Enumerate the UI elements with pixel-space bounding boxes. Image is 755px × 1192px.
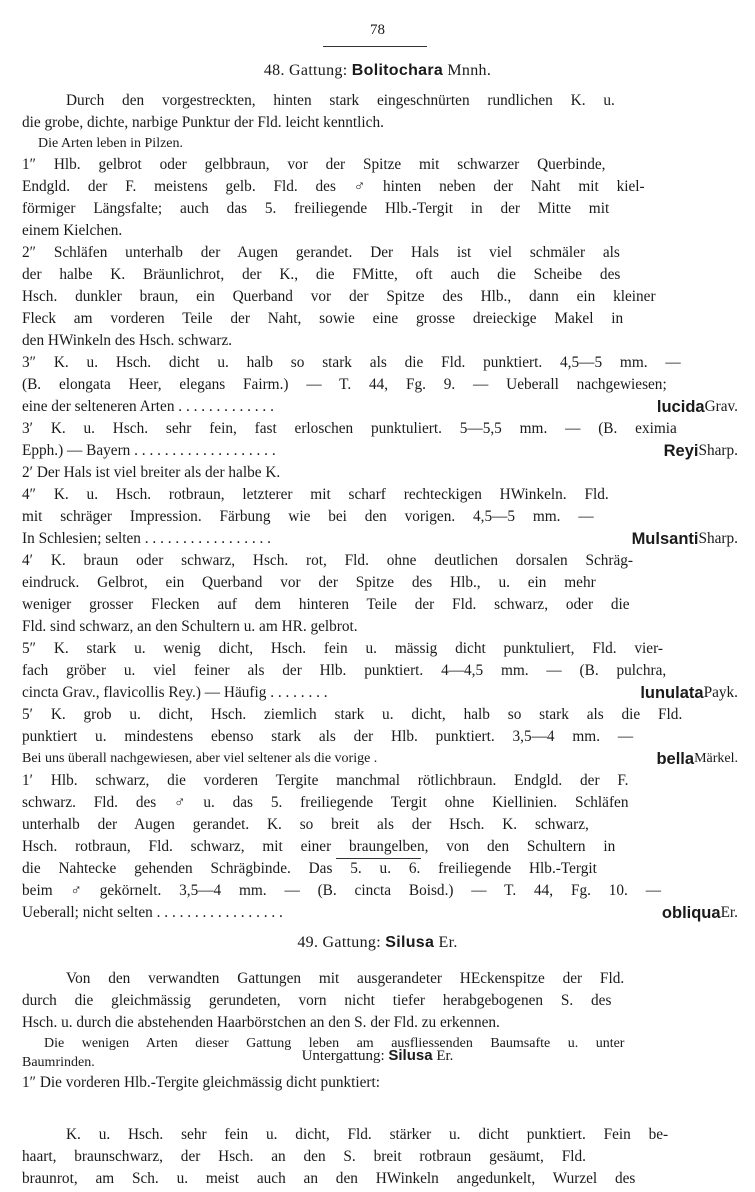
line-text: Epph.) — Bayern . . . . . . . . . . . . . . . . . . . bbox=[22, 442, 276, 459]
line-text: braunrot, am Sch. u. meist auch an den HWinkeln angedunkelt, Wurzel des bbox=[22, 1170, 636, 1187]
genus-49-heading bbox=[0, 934, 755, 952]
line-text: Hsch. dunkler braun, ein Querband vor der Spitze des Hlb., dann ein kleiner bbox=[22, 288, 656, 305]
line-text: schwarz. Fld. des ♂ u. das 5. freiliegende Tergit ohne Kiellinien. Schläfen bbox=[22, 794, 629, 811]
text-line bbox=[0, 638, 755, 660]
species-name: obliqua bbox=[661, 904, 721, 922]
text-line bbox=[0, 374, 755, 396]
line-text: weniger grosser Flecken auf dem hinteren Teile der Fld. schwarz, oder die bbox=[22, 596, 630, 613]
text-line bbox=[0, 902, 755, 924]
line-text: durch die gleichmässig gerundeten, vorn nicht tiefer herabgebogenen S. des bbox=[22, 992, 612, 1009]
text-line bbox=[0, 880, 755, 902]
text-line bbox=[0, 506, 755, 528]
text-line bbox=[0, 154, 755, 176]
text-line bbox=[0, 198, 755, 220]
line-text: unterhalb der Augen gerandet. K. so breit als der Hsch. K. schwarz, bbox=[22, 816, 589, 833]
line-text: In Schlesien; selten . . . . . . . . . . . . . . . . . bbox=[22, 530, 271, 547]
text-line bbox=[0, 550, 755, 572]
line-text: Von den verwandten Gattungen mit ausgerandeter HEckenspitze der Fld. bbox=[66, 970, 625, 987]
text-line bbox=[0, 330, 755, 352]
line-text: fach gröber u. viel feiner als der Hlb. punktiert. 4—4,5 mm. — (B. pulchra, bbox=[22, 662, 667, 679]
line-text: Hsch. rotbraun, Fld. schwarz, mit einer braungelben, von den Schultern in bbox=[22, 838, 616, 855]
text-line bbox=[0, 1012, 755, 1034]
line-text: die grobe, dichte, narbige Punktur der Fld. leicht kenntlich. bbox=[22, 114, 384, 131]
text-line bbox=[0, 286, 755, 308]
text-line bbox=[0, 462, 755, 484]
text-line bbox=[0, 968, 755, 990]
subgenus-name: Silusa bbox=[388, 1047, 433, 1064]
line-text: 5′ K. grob u. dicht, Hsch. ziemlich stark u. dicht, halb so stark als die Fld. bbox=[22, 706, 683, 723]
line-text: punktiert u. mindestens ebenso stark als der Hlb. punktiert. 3,5—4 mm. — bbox=[22, 728, 634, 745]
species-author: Grav. bbox=[704, 398, 738, 415]
line-text: Endgld. der F. meistens gelb. Fld. des ♂ hinten neben der Naht mit kiel- bbox=[22, 178, 645, 195]
line-text: 1″ Hlb. gelbrot oder gelbbraun, vor der Spitze mit schwarzer Querbinde, bbox=[22, 156, 606, 173]
line-text: cincta Grav., flavicollis Rey.) — Häufig . . . . . . . . bbox=[22, 684, 328, 701]
text-line bbox=[0, 352, 755, 374]
text-line bbox=[0, 748, 755, 770]
text-line bbox=[0, 990, 755, 1012]
genus-49-label: 49. Gattung: bbox=[297, 934, 381, 951]
species-name: Mulsanti bbox=[631, 530, 699, 548]
line-text: 3′ K. u. Hsch. sehr fein, fast erloschen punktuliert. 5—5,5 mm. — (B. eximia bbox=[22, 420, 677, 437]
line-text: 2′ Der Hals ist viel breiter als der halbe K. bbox=[22, 464, 281, 481]
line-text: mit schräger Impression. Färbung wie bei den vorigen. 4,5—5 mm. — bbox=[22, 508, 594, 525]
line-text: eine der selteneren Arten . . . . . . . . . . . . . bbox=[22, 398, 274, 415]
text-line bbox=[0, 418, 755, 440]
genus-48-label: 48. Gattung: bbox=[263, 62, 348, 79]
text-line bbox=[0, 484, 755, 506]
species-name: lunulata bbox=[640, 684, 704, 702]
species-author: Märkel. bbox=[694, 751, 738, 766]
text-line bbox=[0, 792, 755, 814]
genus-48-heading bbox=[0, 62, 755, 80]
species-name: Reyi bbox=[663, 442, 699, 460]
text-line bbox=[0, 112, 755, 134]
species-author: Er. bbox=[720, 904, 738, 921]
species-name: lucida bbox=[656, 398, 705, 416]
line-text: Durch den vorgestreckten, hinten stark eingeschnürten rundlichen K. u. bbox=[66, 92, 615, 109]
subgenus-label: Untergattung: bbox=[301, 1048, 385, 1064]
line-text: Fld. sind schwarz, an den Schultern u. am HR. gelbrot. bbox=[22, 618, 358, 635]
text-line bbox=[0, 440, 755, 462]
species-author: Sharp. bbox=[698, 442, 738, 459]
text-line bbox=[0, 220, 755, 242]
species-author: Sharp. bbox=[698, 530, 738, 547]
species-author: Payk. bbox=[703, 684, 738, 701]
genus-49-name: Silusa bbox=[385, 934, 435, 951]
text-line bbox=[0, 1168, 755, 1190]
genus-48-name: Bolitochara bbox=[351, 62, 444, 79]
genus-49-author: Er. bbox=[438, 934, 458, 951]
section-separator bbox=[336, 858, 421, 859]
line-text: Ueberall; nicht selten . . . . . . . . . . . . . . . . . bbox=[22, 904, 283, 921]
page-number-rule bbox=[323, 46, 427, 47]
text-line bbox=[0, 594, 755, 616]
line-text: 1″ Die vorderen Hlb.-Tergite gleichmässig dicht punktiert: bbox=[22, 1074, 381, 1091]
text-line bbox=[0, 396, 755, 418]
line-text: einem Kielchen. bbox=[22, 222, 123, 239]
text-line bbox=[0, 133, 755, 155]
subgenus-author: Er. bbox=[436, 1048, 454, 1064]
text-line bbox=[0, 814, 755, 836]
line-text: die Nahtecke gehenden Schrägbinde. Das 5. u. 6. freiliegende Hlb.-Tergit bbox=[22, 860, 597, 877]
line-text: beim ♂ gekörnelt. 3,5—4 mm. — (B. cincta Boisd.) — T. 44, Fg. 10. — bbox=[22, 882, 662, 899]
line-text: Fleck am vorderen Teile der Naht, sowie eine grosse dreieckige Makel in bbox=[22, 310, 624, 327]
line-text: (B. elongata Heer, elegans Fairm.) — T. 44, Fg. 9. — Ueberall nachgewiesen; bbox=[22, 376, 667, 393]
line-text: 4″ K. u. Hsch. rotbraun, letzterer mit scharf rechteckigen HWinkeln. Fld. bbox=[22, 486, 609, 503]
line-text: Hsch. u. durch die abstehenden Haarbörstchen an den S. der Fld. zu erkennen. bbox=[22, 1014, 500, 1031]
text-line bbox=[0, 616, 755, 638]
text-line bbox=[0, 726, 755, 748]
subgenus-heading bbox=[0, 1047, 755, 1065]
line-text: Die Arten leben in Pilzen. bbox=[38, 136, 184, 151]
line-text: 2″ Schläfen unterhalb der Augen gerandet. Der Hals ist viel schmäler als bbox=[22, 244, 620, 261]
genus-48-author: Mnnh. bbox=[447, 62, 492, 79]
text-line bbox=[0, 176, 755, 198]
text-line bbox=[0, 704, 755, 726]
text-line bbox=[0, 264, 755, 286]
text-line bbox=[0, 308, 755, 330]
page-number: 78 bbox=[370, 22, 385, 38]
line-text: 4′ K. braun oder schwarz, Hsch. rot, Fld. ohne deutlichen dorsalen Schräg- bbox=[22, 552, 634, 569]
text-line bbox=[0, 836, 755, 858]
text-line bbox=[0, 1146, 755, 1168]
line-text: 3″ K. u. Hsch. dicht u. halb so stark als die Fld. punktiert. 4,5—5 mm. — bbox=[22, 354, 681, 371]
line-text: haart, braunschwarz, der Hsch. an den S. breit rotbraun gesäumt, Fld. bbox=[22, 1148, 586, 1165]
line-text: der halbe K. Bräunlichrot, der K., die FMitte, oft auch die Scheibe des bbox=[22, 266, 621, 283]
text-line bbox=[0, 770, 755, 792]
text-line bbox=[0, 528, 755, 550]
line-text: Die wenigen Arten dieser Gattung leben am ausfliessenden Baumsafte u. unter bbox=[44, 1036, 625, 1051]
line-text: Bei uns überall nachgewiesen, aber viel seltener als die vorige . bbox=[22, 751, 378, 766]
text-line bbox=[0, 682, 755, 704]
line-text: Baumrinden. bbox=[22, 1055, 95, 1070]
line-text: 1′ Hlb. schwarz, die vorderen Tergite manchmal rötlichbraun. Endgld. der F. bbox=[22, 772, 629, 789]
species-name: bella bbox=[656, 750, 695, 768]
line-text: den HWinkeln des Hsch. schwarz. bbox=[22, 332, 233, 349]
line-text: eindruck. Gelbrot, ein Querband vor der Spitze des Hlb., u. ein mehr bbox=[22, 574, 596, 591]
text-line bbox=[0, 572, 755, 594]
text-line bbox=[0, 1124, 755, 1146]
text-line bbox=[0, 858, 755, 880]
line-text: K. u. Hsch. sehr fein u. dicht, Fld. stärker u. dicht punktiert. Fein be- bbox=[66, 1126, 669, 1143]
text-line bbox=[0, 242, 755, 264]
text-line bbox=[0, 90, 755, 112]
line-text: 5″ K. stark u. wenig dicht, Hsch. fein u. mässig dicht punktuliert, Fld. vier- bbox=[22, 640, 663, 657]
text-line bbox=[0, 660, 755, 682]
text-line bbox=[0, 1072, 755, 1094]
line-text: förmiger Längsfalte; auch das 5. freiliegende Hlb.-Tergit in der Mitte mit bbox=[22, 200, 610, 217]
